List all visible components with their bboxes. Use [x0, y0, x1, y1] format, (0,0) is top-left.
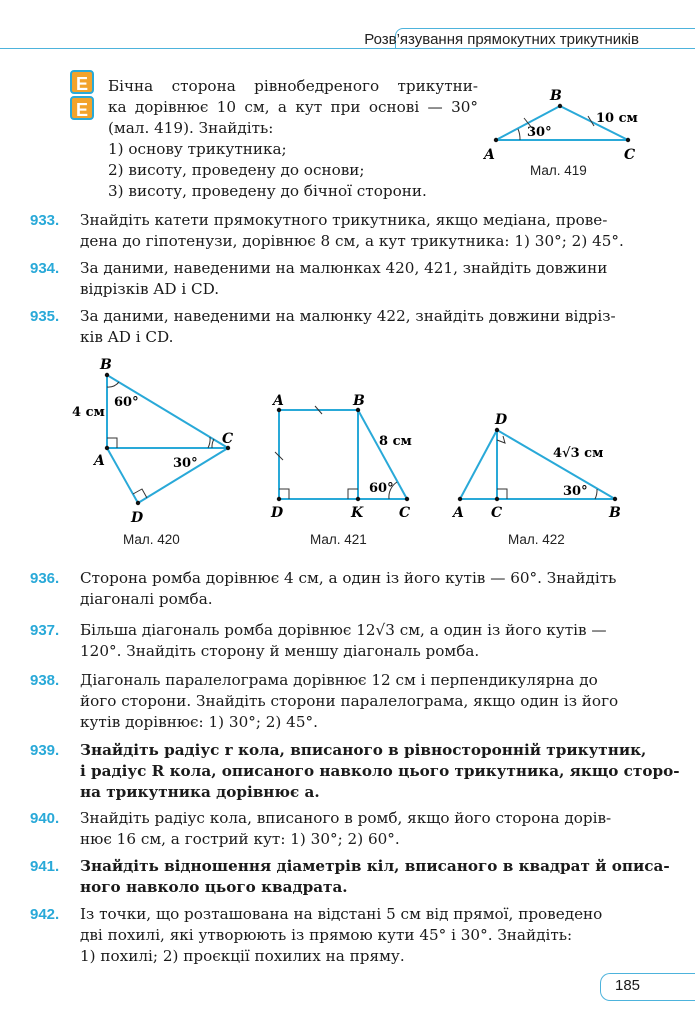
problem-942 — [30, 904, 640, 967]
problem-number: 941. — [30, 858, 60, 875]
problem-number: 934. — [30, 260, 60, 277]
fig422-angle: 30° — [563, 484, 588, 499]
header-rule — [0, 48, 695, 49]
problem-933 — [30, 210, 640, 252]
fig420-label-a: A — [94, 453, 105, 469]
problem-line: 3) висоту, проведену до бічної сторони. — [108, 182, 427, 200]
fig421-label-b: B — [353, 393, 365, 409]
problem-line: кутів дорівнює: 1) 30°; 2) 45°. — [80, 713, 318, 731]
problem-938 — [30, 670, 640, 733]
problem-line: Знайдіть відношення діаметрів кіл, вписаного в квадрат й описа- — [80, 857, 670, 875]
problem-line: Діагональ паралелограма дорівнює 12 см і перпендикулярна до — [80, 671, 598, 689]
problem-line: 1) основу трикутника; — [108, 140, 287, 158]
fig420-angle-b: 60° — [114, 395, 139, 410]
problem-line: на трикутника дорівнює a. — [80, 783, 320, 801]
figure-421 — [265, 390, 425, 525]
problem-line: Із точки, що розташована на відстані 5 см від прямої, проведено — [80, 905, 603, 923]
problem-line: За даними, наведеними на малюнку 422, знайдіть довжини відріз- — [80, 307, 616, 325]
problem-line: дена до гіпотенузи, дорівнює 8 см, а кут трикутника: 1) 30°; 2) 45°. — [80, 232, 624, 250]
problem-number: 936. — [30, 570, 60, 587]
fig420-label-b: B — [100, 357, 112, 373]
fig420-label-d: D — [131, 510, 144, 526]
problem-line: (мал. 419). Знайдіть: — [108, 119, 274, 137]
fig422-side: 4√3 см — [553, 446, 604, 461]
fig420-side: 4 см — [72, 405, 105, 420]
problem-number: 938. — [30, 672, 60, 689]
problem-number: 940. — [30, 810, 60, 827]
problem-line: нює 16 см, а гострий кут: 1) 30°; 2) 60°. — [80, 830, 400, 848]
fig419-label-b: B — [550, 88, 562, 104]
problem-line: ків AD і CD. — [80, 328, 174, 346]
problem-941 — [30, 856, 670, 898]
problem-line: відрізків AD і CD. — [80, 280, 220, 298]
fig420-label-c: C — [222, 431, 234, 447]
fig419-label-a: A — [484, 147, 495, 163]
problem-number: 942. — [30, 906, 60, 923]
fig422-label-a: A — [453, 505, 464, 521]
page-number: 185 — [615, 977, 641, 994]
caption-422: Мал. 422 — [508, 532, 565, 547]
problem-number: 935. — [30, 308, 60, 325]
fig422-label-b: B — [609, 505, 621, 521]
caption-419: Мал. 419 — [530, 163, 587, 178]
caption-421: Мал. 421 — [310, 532, 367, 547]
problem-line: Бічна сторона рівнобедреного трикутни- — [108, 77, 478, 95]
problem-935 — [30, 306, 640, 348]
problem-line: 1) похилі; 2) проєкції похилих на пряму. — [80, 947, 405, 965]
badge-e-2: Е — [70, 96, 94, 120]
figure-422 — [445, 405, 635, 525]
problem-line: і радіус R кола, описаного навколо цього трикутника, якщо сторо- — [80, 762, 680, 780]
problem-line: ка дорівнює 10 см, а кут при основі — 30° — [108, 98, 478, 116]
problem-line: Знайдіть катети прямокутного трикутника, якщо медіана, прове- — [80, 211, 608, 229]
fig419-side: 10 см — [596, 111, 638, 126]
fig421-label-a: A — [273, 393, 284, 409]
fig421-label-c: C — [399, 505, 411, 521]
problem-940 — [30, 808, 640, 850]
problem-932 — [108, 76, 478, 202]
problem-line: дві похилі, які утворюють із прямою кути 45° і 30°. Знайдіть: — [80, 926, 573, 944]
problem-line: За даними, наведеними на малюнках 420, 421, знайдіть довжини — [80, 259, 608, 277]
problem-937 — [30, 620, 640, 662]
problem-line: 2) висоту, проведену до основи; — [108, 161, 365, 179]
problem-936 — [30, 568, 640, 610]
fig419-angle: 30° — [527, 125, 552, 140]
problem-line: Більша діагональ ромба дорівнює 12√3 см, а один із його кутів — — [80, 621, 607, 639]
fig419-label-c: C — [624, 147, 636, 163]
problem-934 — [30, 258, 640, 300]
running-header-title: Розв’язування прямокутних трикутників — [364, 31, 639, 48]
figure-420 — [70, 355, 250, 530]
problem-number: 939. — [30, 742, 60, 759]
fig422-label-d: D — [495, 412, 508, 428]
problem-939 — [30, 740, 680, 803]
fig422-label-c: C — [491, 505, 503, 521]
problem-line: Знайдіть радіус r кола, вписаного в рівносторонній трикутник, — [80, 741, 647, 759]
problem-line: Знайдіть радіус кола, вписаного в ромб, якщо його сторона дорів- — [80, 809, 612, 827]
problem-number: 937. — [30, 622, 60, 639]
problem-line: його сторони. Знайдіть сторони паралелограма, якщо один із його — [80, 692, 619, 710]
problem-line: ного навколо цього квадрата. — [80, 878, 348, 896]
problem-line: діагоналі ромба. — [80, 590, 213, 608]
fig421-label-k: K — [351, 505, 364, 521]
badge-e-1: Е — [70, 70, 94, 94]
fig421-angle: 60° — [369, 481, 394, 496]
fig421-label-d: D — [271, 505, 284, 521]
problem-line: 120°. Знайдіть сторону й меншу діагональ ромба. — [80, 642, 480, 660]
problem-number: 933. — [30, 212, 60, 229]
problem-line: Сторона ромба дорівнює 4 см, а один із його кутів — 60°. Знайдіть — [80, 569, 617, 587]
caption-420: Мал. 420 — [123, 532, 180, 547]
fig420-angle-c: 30° — [173, 456, 198, 471]
fig421-side: 8 см — [379, 434, 412, 449]
